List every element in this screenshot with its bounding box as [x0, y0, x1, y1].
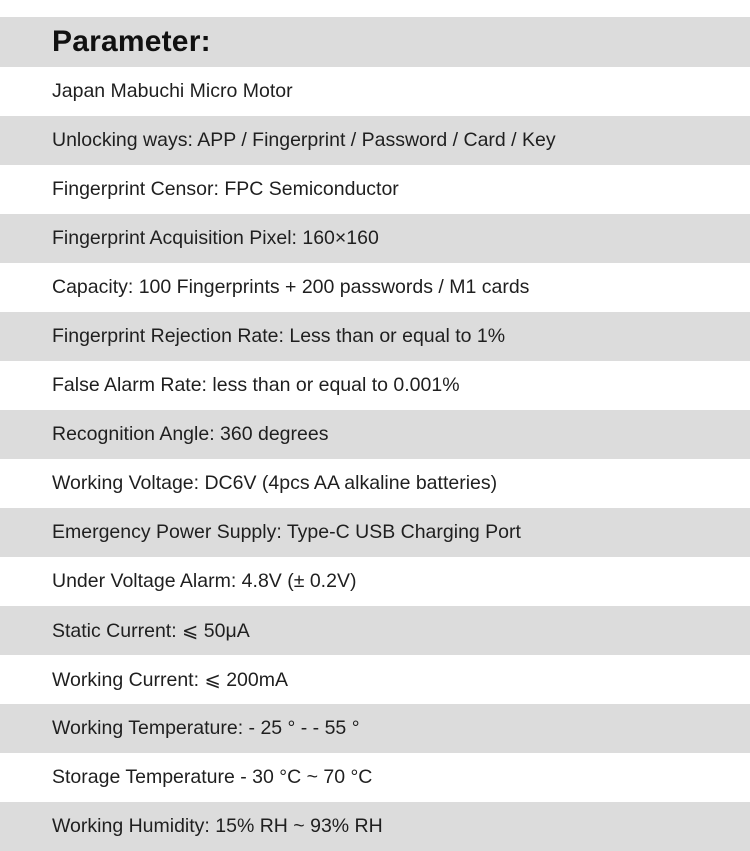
- parameter-row: [0, 704, 750, 753]
- parameter-text: Emergency Power Supply: Type-C USB Charging Port: [52, 521, 521, 543]
- parameter-text: Storage Temperature - 30 °C ~ 70 °C: [52, 766, 373, 788]
- parameter-text: Unlocking ways: APP / Fingerprint / Password / Card / Key: [52, 129, 556, 151]
- parameter-row: [0, 802, 750, 851]
- parameter-text: Under Voltage Alarm: 4.8V (± 0.2V): [52, 570, 357, 592]
- parameter-row: [0, 459, 750, 508]
- parameter-row: [0, 165, 750, 214]
- parameter-row: [0, 753, 750, 802]
- parameter-text: Static Current: ⩽ 50μA: [52, 619, 250, 642]
- parameter-heading-bar: [0, 17, 750, 67]
- parameter-text: False Alarm Rate: less than or equal to 0.001%: [52, 374, 460, 396]
- parameter-text: Working Humidity: 15% RH ~ 93% RH: [52, 815, 383, 837]
- parameter-row: [0, 361, 750, 410]
- parameter-text: Working Voltage: DC6V (4pcs AA alkaline batteries): [52, 472, 498, 494]
- parameter-row: [0, 263, 750, 312]
- top-margin: [0, 0, 750, 17]
- parameter-text: Japan Mabuchi Micro Motor: [52, 80, 293, 102]
- parameter-row: [0, 557, 750, 606]
- parameter-row: [0, 312, 750, 361]
- parameter-text: Fingerprint Acquisition Pixel: 160×160: [52, 227, 379, 249]
- parameter-text: Recognition Angle: 360 degrees: [52, 423, 329, 445]
- parameter-row: [0, 67, 750, 116]
- parameter-row: [0, 508, 750, 557]
- parameter-text: Working Temperature: - 25 ° - - 55 °: [52, 717, 360, 739]
- parameter-row: [0, 606, 750, 655]
- parameter-text: Fingerprint Censor: FPC Semiconductor: [52, 178, 399, 200]
- parameter-row: [0, 214, 750, 263]
- parameter-row: [0, 410, 750, 459]
- parameter-row: [0, 116, 750, 165]
- parameter-text: Fingerprint Rejection Rate: Less than or equal to 1%: [52, 325, 506, 347]
- page-title: Parameter:: [52, 25, 211, 58]
- parameter-text: Working Current: ⩽ 200mA: [52, 668, 288, 691]
- parameter-text: Capacity: 100 Fingerprints + 200 passwords / M1 cards: [52, 276, 530, 298]
- parameter-row: [0, 655, 750, 704]
